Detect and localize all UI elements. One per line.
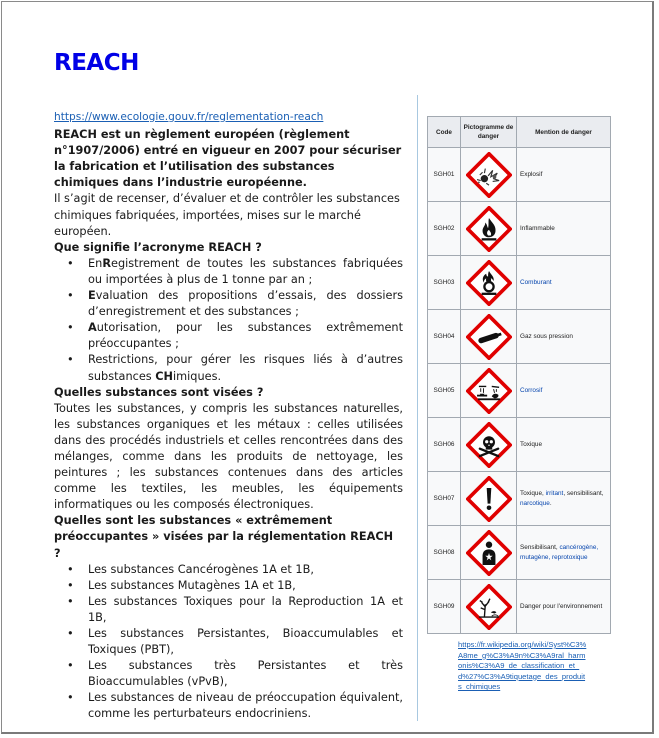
acronym-list	[54, 256, 403, 385]
header-code: Code	[428, 117, 461, 148]
svhc-item: • Les substances Persistantes, Bioaccumulables et Toxiques (PBT),	[88, 626, 403, 658]
flame-icon	[466, 206, 512, 252]
acronym-item: • Evaluation des propositions d’essais, des dossiers d’enregistrement et des substances ;	[88, 288, 403, 320]
code-cell: SGH08	[428, 526, 461, 580]
mention-cell: Gaz sous pression	[517, 310, 611, 364]
mutagene-link[interactable]: mutagène	[520, 553, 549, 561]
header-mention: Mention de danger	[517, 117, 611, 148]
acronym-heading: Que signifie l’acronyme REACH ?	[54, 240, 262, 254]
main-text-column	[54, 109, 403, 723]
exploding-bomb-icon	[466, 152, 512, 198]
mention-cell: Danger pour l'environnement	[517, 580, 611, 634]
table-row	[428, 364, 611, 418]
table-row	[428, 418, 611, 472]
mention-cell: Explosif	[517, 148, 611, 202]
header-pictogram: Pictogramme de danger	[461, 117, 517, 148]
mention-cell[interactable]: Comburant	[517, 256, 611, 310]
skull-crossbones-icon	[466, 422, 512, 468]
environment-icon	[466, 584, 512, 630]
code-cell: SGH04	[428, 310, 461, 364]
pictogram-cell	[461, 256, 517, 310]
table-row	[428, 148, 611, 202]
flame-over-circle-icon	[466, 260, 512, 306]
irritant-link[interactable]: irritant	[545, 490, 564, 497]
column-divider	[417, 95, 418, 721]
table-row	[428, 256, 611, 310]
health-hazard-icon	[466, 530, 512, 576]
source-link[interactable]: https://www.ecologie.gouv.fr/reglementation-reach	[54, 111, 324, 123]
code-cell: SGH02	[428, 202, 461, 256]
intro-bold: REACH est un règlement européen (règlement n°1907/2006) entré en vigueur en 2007 pour sécuriser la fabrication et l’utilisation des substances chimiques dans l’industrie européenne.	[54, 128, 402, 190]
cancerogene-link[interactable]: cancérogène	[559, 544, 597, 551]
table-header-row	[428, 117, 611, 148]
code-cell: SGH09	[428, 580, 461, 634]
mention-cell: Inflammable	[517, 202, 611, 256]
narcotique-link[interactable]: narcotique	[520, 499, 550, 507]
mention-cell: Toxique, irritant, sensibilisant, narcotique.	[517, 472, 611, 526]
targeted-text: Toutes les substances, y compris les substances naturelles, les substances organiques et les métaux : celles utilisées dans des procédés industriels et celles rencontrées dans des mélanges, comme dans les produits de nettoyage, les peintures ; les substances contenues dans des articles comme les textiles, les meubles, les équipements informatiques ou les composés électroniques.	[54, 401, 403, 512]
pictogram-cell	[461, 202, 517, 256]
pictogram-cell	[461, 418, 517, 472]
acronym-item: • Autorisation, pour les substances extrêmement préoccupantes ;	[88, 320, 403, 352]
code-cell: SGH06	[428, 418, 461, 472]
table-row	[428, 472, 611, 526]
code-cell: SGH01	[428, 148, 461, 202]
table-row	[428, 580, 611, 634]
table-row	[428, 310, 611, 364]
code-cell: SGH05	[428, 364, 461, 418]
exclamation-mark-icon	[466, 476, 512, 522]
acronym-item: • Restrictions, pour gérer les risques liés à d’autres substances CHimiques.	[88, 352, 403, 384]
svhc-list	[54, 562, 403, 723]
pictogram-cell	[461, 472, 517, 526]
gas-cylinder-icon	[466, 314, 512, 360]
ghs-pictogram-table	[427, 116, 611, 634]
targeted-heading: Quelles substances sont visées ?	[54, 385, 264, 399]
document-page	[1, 1, 654, 734]
table-row	[428, 202, 611, 256]
wikipedia-link[interactable]: https://fr.wikipedia.org/wiki/Syst%C3%A8me_g%C3%A9n%C3%A9ral_harmonis%C3%A9_de_classification_et_d%27%C3%A9tiquetage_des_produits_chimiques	[458, 640, 587, 692]
reprotoxique-link[interactable]: reprotoxique	[552, 553, 588, 561]
svhc-item: • Les substances Cancérogènes 1A et 1B,	[88, 562, 403, 578]
pictogram-cell	[461, 310, 517, 364]
pictogram-cell	[461, 148, 517, 202]
pictogram-cell	[461, 364, 517, 418]
svhc-heading: Quelles sont les substances « extrêmement préoccupantes » visées par la réglementation REACH ?	[54, 514, 394, 560]
corrosion-icon	[466, 368, 512, 414]
code-cell: SGH07	[428, 472, 461, 526]
acronym-item: • EnRegistrement de toutes les substances fabriquées ou importées à plus de 1 tonne par an ;	[88, 256, 403, 288]
intro-text: Il s’agit de recenser, d’évaluer et de contrôler les substances chimiques fabriquées, importées, mises sur le marché européen.	[54, 192, 400, 238]
code-cell: SGH03	[428, 256, 461, 310]
table-row	[428, 526, 611, 580]
mention-cell: Toxique	[517, 418, 611, 472]
mention-cell: Sensibilisant, cancérogène, mutagène, reprotoxique	[517, 526, 611, 580]
page-title: REACH	[54, 50, 139, 76]
mention-cell[interactable]: Corrosif	[517, 364, 611, 418]
svhc-item: • Les substances très Persistantes et très Bioaccumulables (vPvB),	[88, 658, 403, 690]
pictogram-cell	[461, 580, 517, 634]
svhc-item: • Les substances Mutagènes 1A et 1B,	[88, 578, 403, 594]
svhc-item: • Les substances de niveau de préoccupation équivalent, comme les perturbateurs endocriniens.	[88, 690, 403, 722]
pictogram-cell	[461, 526, 517, 580]
svhc-item: • Les substances Toxiques pour la Reproduction 1A et 1B,	[88, 594, 403, 626]
